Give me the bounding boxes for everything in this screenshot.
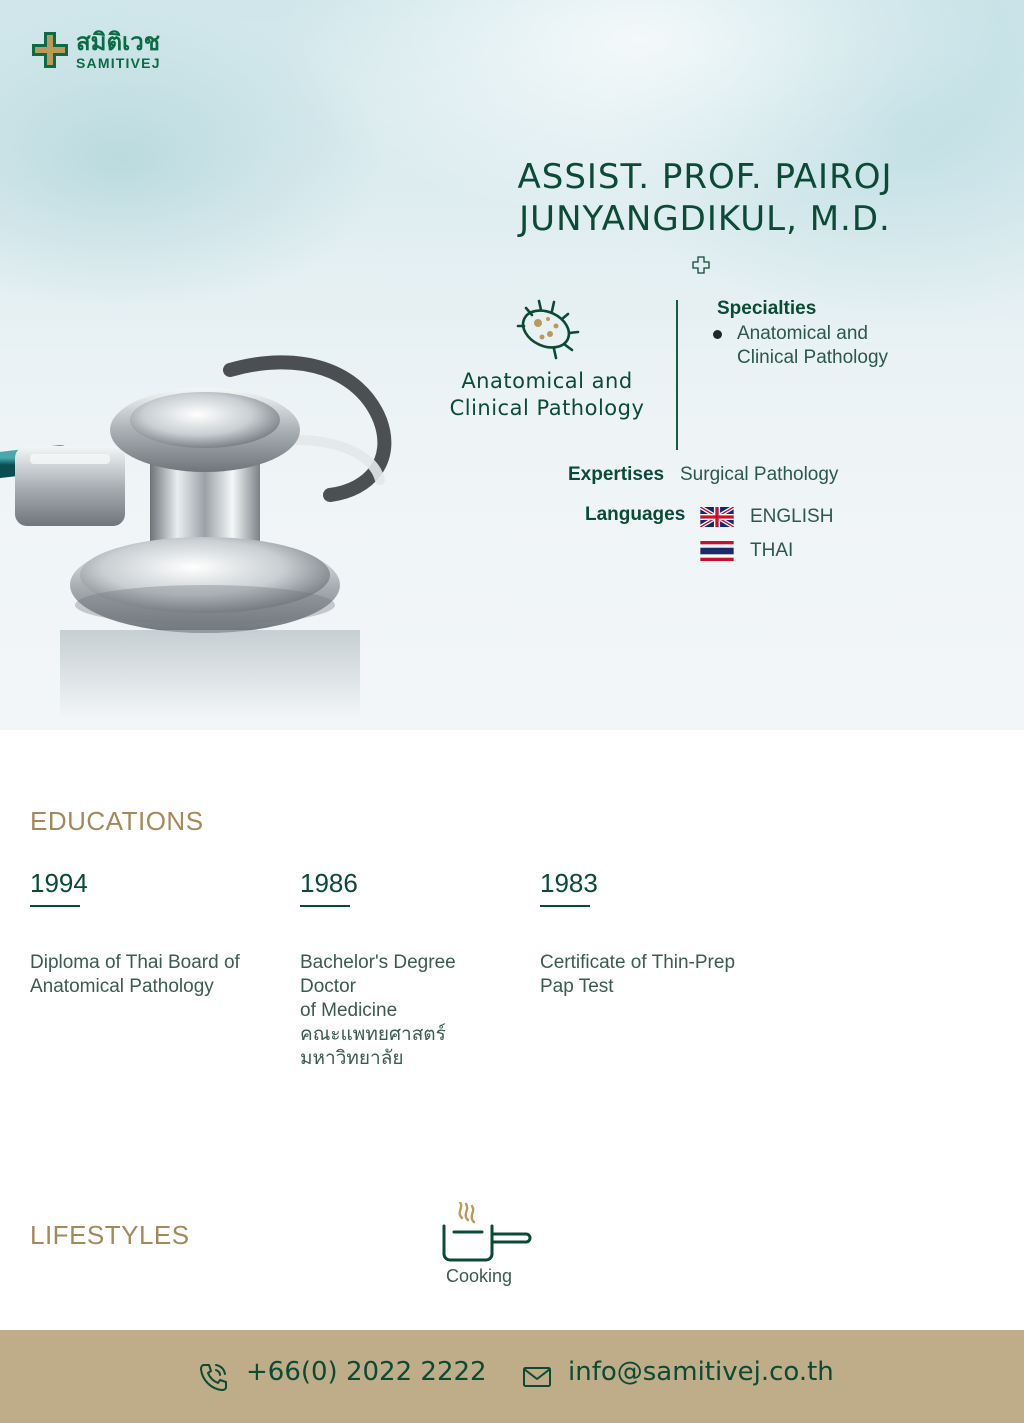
lifestyle-label: Cooking (446, 1266, 513, 1286)
languages-label: Languages (585, 504, 686, 525)
language-english (700, 506, 833, 528)
year-underline (30, 905, 80, 907)
mail-icon (522, 1366, 552, 1388)
expertises-value: Surgical Pathology (680, 464, 839, 485)
cross-logo-icon (30, 30, 70, 70)
education-description: Bachelor's Degree Doctor of Medicine คณะแพทยศาสตร์ มหาวิทยาลัย (300, 951, 456, 1069)
education-year: 1983 (540, 868, 598, 898)
education-item (30, 868, 280, 999)
education-year: 1994 (30, 868, 88, 898)
phone-icon (198, 1362, 228, 1392)
samitivej-logo[interactable] (30, 30, 161, 70)
specialty-item: Anatomical and Clinical Pathology (713, 322, 913, 370)
uk-flag-icon (700, 507, 734, 527)
language-thai (700, 540, 793, 562)
email-link[interactable]: info@samitivej.co.th (568, 1357, 834, 1387)
lifestyles-title: LIFESTYLES (30, 1220, 190, 1250)
education-description: Diploma of Thai Board of Anatomical Pathology (30, 951, 240, 997)
doctor-name-line-2: JUNYANGDIKUL, M.D. (519, 199, 891, 239)
thai-flag-icon (700, 541, 734, 561)
doctor-name-line-1: ASSIST. PROF. PAIROJ (517, 157, 893, 197)
contact-footer (0, 1330, 1024, 1423)
divider-line (676, 300, 678, 450)
bacteria-icon (512, 298, 582, 360)
expertises-label: Expertises (568, 464, 665, 485)
specialties-label: Specialties (717, 298, 817, 319)
logo-english-name: SAMITIVEJ (76, 55, 161, 71)
doctor-name (470, 156, 940, 240)
logo-thai-name: สมิติเวช (76, 28, 161, 56)
education-year: 1986 (300, 868, 358, 898)
language-name: ENGLISH (750, 506, 834, 527)
specialty-caption: Anatomical and Clinical Pathology (449, 369, 645, 420)
language-name: THAI (750, 540, 794, 561)
phone-number-link[interactable]: +66(0) 2022 2222 (246, 1357, 487, 1387)
educations-title: EDUCATIONS (30, 806, 204, 836)
year-underline (540, 905, 590, 907)
education-item (540, 868, 790, 999)
specialties-list (713, 322, 913, 370)
small-cross-icon (692, 256, 710, 274)
cooking-pot-icon (438, 1202, 534, 1266)
year-underline (300, 905, 350, 907)
education-description: Certificate of Thin-Prep Pap Test (540, 951, 736, 997)
education-item (300, 868, 520, 1071)
stethoscope-illustration (0, 330, 420, 730)
